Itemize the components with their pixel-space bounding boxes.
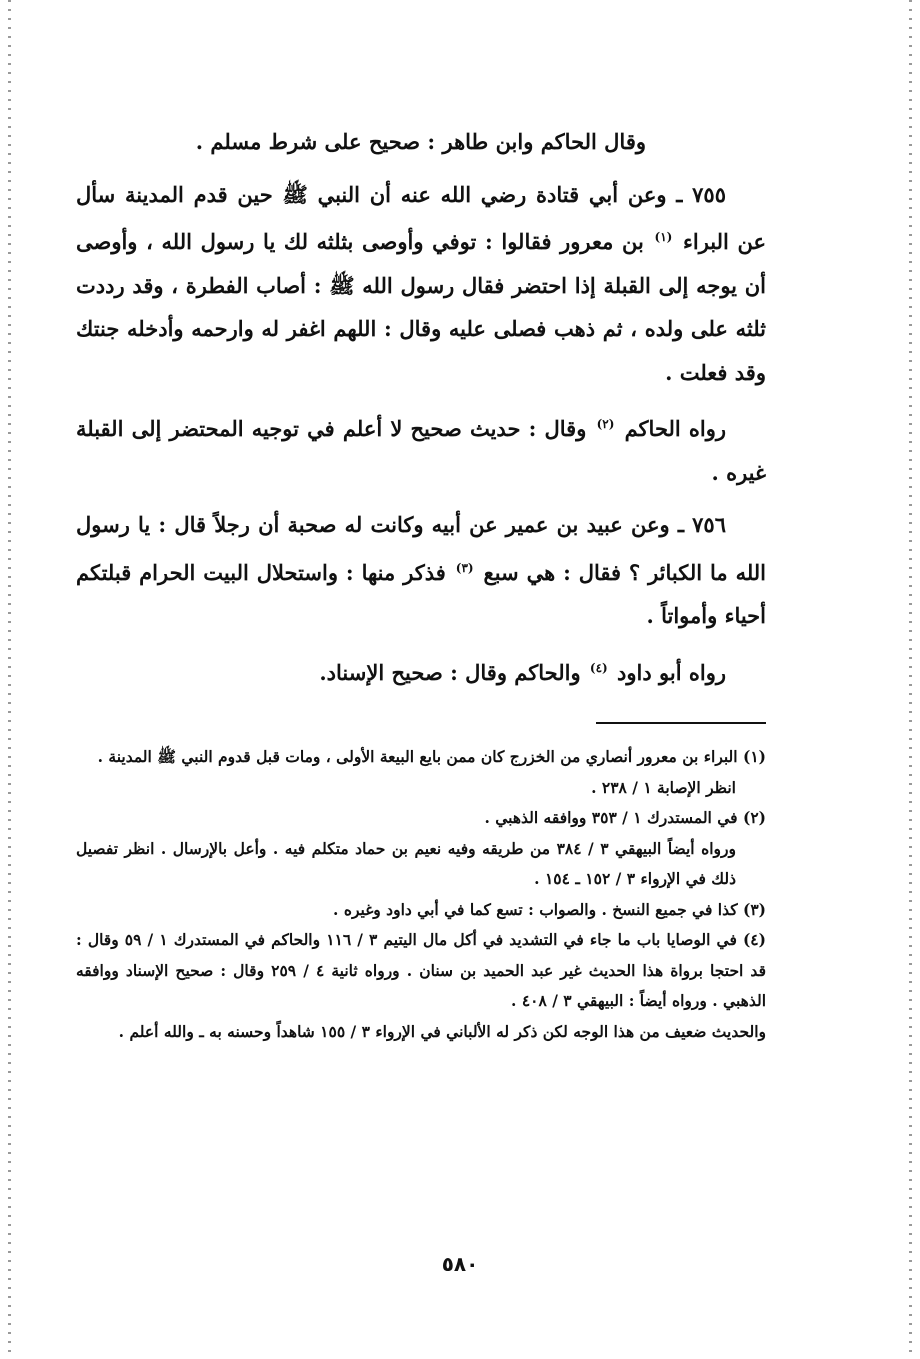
narration-755-text-a: رواه الحاكم xyxy=(624,416,727,441)
paragraph-hakim-grading: وقال الحاكم وابن طاهر : صحيح على شرط مسلم . xyxy=(195,129,646,154)
hadith-756-text-a: ٧٥٦ ـ وعن عبيد بن عمير عن أبيه وكانت له صحبة أن رجلاً قال : يا رسول الله ما الكبائر ؟ فقال : هي سبع xyxy=(76,512,767,585)
narration-756 xyxy=(76,647,766,695)
footnote-1: (١) البراء بن معرور أنصاري من الخزرج كان ممن بايع البيعة الأولى ، ومات قبل قدوم النبي ﷺ المدينة . xyxy=(97,747,766,766)
footnotes xyxy=(76,742,766,1047)
footnote-2: (٢) في المستدرك ١ / ٣٥٣ ووافقه الذهبي . xyxy=(484,808,766,827)
narration-756-text-a: رواه أبو داود xyxy=(617,659,726,685)
narration-756-text-b: والحاكم وقال : صحيح الإسناد. xyxy=(319,659,581,685)
footnote-ref-3: (٣) xyxy=(455,560,474,575)
footnote-separator xyxy=(596,722,766,724)
scan-edge-left xyxy=(8,0,11,1359)
hadith-755-text-b: بن معرور فقالوا : توفي وأوصى بثلثه لك يا رسول الله ، وأوصى أن يوجه إلى القبلة إذا احتضر فقال رسول الله ﷺ : أصاب الفطرة ، وقد رددت ثلثه على ولده ، ثم ذهب فصلى عليه وقال : اللهم اغفر له وارحمه وأدخله جنتك وقد فعلت . xyxy=(76,229,766,385)
footnote-2-continuation: ورواه أيضاً البيهقي ٣ / ٣٨٤ من طريقه وفيه نعيم بن حماد متكلم فيه . وأعل بالإرسال . انظر تفصيل ذلك في الإرواء ٣ / ١٥٢ ـ ١٥٤ . xyxy=(76,838,736,888)
hadith-755 xyxy=(76,173,766,395)
footnote-3: (٣) كذا في جميع النسخ . والصواب : تسع كما في أبي داود وغيره . xyxy=(333,899,766,919)
narration-755-text-b: وقال : حديث صحيح لا أعلم في توجيه المحتضر إلى القبلة غيره . xyxy=(76,416,766,485)
footnote-1-reference: انظر الإصابة ١ / ٢٣٨ . xyxy=(591,777,736,797)
scan-edge-right xyxy=(909,0,912,1359)
footnote-4-continuation: والحديث ضعيف من هذا الوجه لكن ذكر له الألباني في الإرواء ٣ / ١٥٥ شاهداً وحسنه به ـ والله أعلم . xyxy=(118,1021,766,1041)
main-text xyxy=(76,120,766,694)
hadith-755-text-a: ٧٥٥ ـ وعن أبي قتادة رضي الله عنه أن النبي ﷺ حين قدم المدينة سأل عن البراء xyxy=(76,181,767,254)
hadith-756-text-b: فذكر منها : واستحلال البيت الحرام قبلتكم أحياء وأمواتاً . xyxy=(76,559,766,628)
hadith-756 xyxy=(76,503,766,638)
page-content xyxy=(76,120,766,1047)
page-number: ٥٨٠ xyxy=(441,1252,479,1276)
footnote-ref-2: (٢) xyxy=(596,417,615,431)
footnote-ref-1: (١) xyxy=(654,230,673,244)
footnote-4: (٤) في الوصايا باب ما جاء في التشديد في أكل مال اليتيم ٣ / ١١٦ والحاكم في المستدرك ١ / ٥٩ وقال : قد احتجا برواة هذا الحديث غير عبد الحميد بن سنان . ورواه ثانية ٤ / ٢٥٩ وقال : صحيح الإسناد ووافقه الذهبي . ورواه أيضاً : البيهقي ٣ / ٤٠٨ . xyxy=(76,930,766,1010)
footnote-ref-4: (٤) xyxy=(589,660,608,675)
narration-755 xyxy=(76,403,766,494)
